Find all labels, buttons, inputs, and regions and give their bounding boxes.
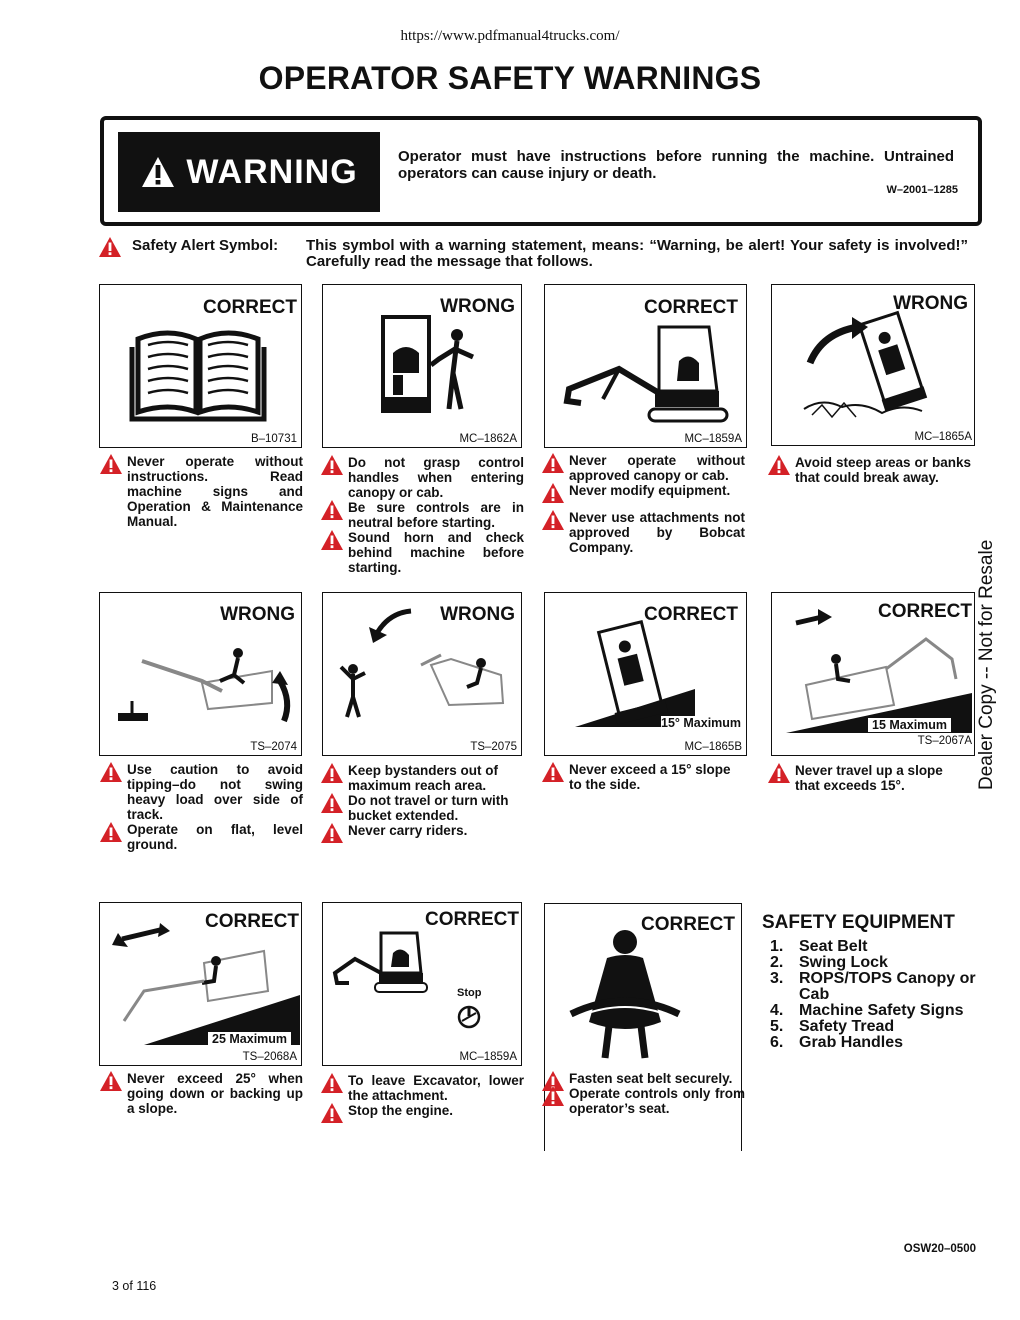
panel-label: CORRECT: [878, 601, 972, 622]
caption-text: Never modify equipment.: [569, 483, 731, 498]
panel-label: WRONG: [440, 296, 515, 317]
safety-alert-icon: [99, 821, 123, 843]
panel-code: B–10731: [250, 433, 297, 445]
panel-10: [322, 902, 522, 1066]
safety-alert-text: This symbol with a warning statement, means: “Warning, be alert! Your safety is involved!” Carefully read the message that follows.: [306, 237, 968, 270]
caption-text: Stop the engine.: [348, 1103, 454, 1118]
list-item: 4. Machine Safety Signs: [770, 1002, 964, 1019]
caption-block-8: [767, 763, 971, 793]
dealer-copy-notice: Dealer Copy -- Not for Resale: [976, 539, 997, 790]
travel-up-slope-illustration: [776, 609, 972, 733]
safety-alert-icon: [541, 482, 565, 504]
safety-alert-icon: [767, 454, 791, 476]
warning-badge: [118, 132, 380, 212]
safety-alert-icon: [320, 792, 344, 814]
caption-block-9: [99, 1071, 303, 1116]
seat-belt-operator-illustration: [565, 926, 685, 1062]
panel-label: CORRECT: [425, 909, 519, 930]
engine-stop-key-icon: [456, 1003, 482, 1029]
page-number: 3 of 116: [112, 1279, 157, 1293]
warning-box: [100, 116, 982, 226]
caption-text: Sound horn and check behind machine before starting.: [348, 530, 524, 575]
caption-text: Do not grasp control handles when entering canopy or cab.: [348, 455, 524, 500]
panel-code: MC–1859A: [459, 1051, 517, 1063]
safety-alert-icon: [98, 236, 122, 258]
panel-code: TS–2068A: [242, 1051, 297, 1063]
safety-alert-icon: [767, 762, 791, 784]
source-url[interactable]: https://www.pdfmanual4trucks.com/: [400, 28, 620, 44]
panel-code: TS–2074: [250, 741, 297, 753]
caption-block-2: [320, 455, 524, 575]
ramp-label: 15 Maximum: [868, 718, 951, 732]
safety-alert-icon: [320, 499, 344, 521]
safety-alert-icon: [320, 1072, 344, 1094]
caption-block-6: [320, 763, 524, 838]
caption-text: Never use attachments not approved by Bobcat Company.: [569, 510, 745, 555]
safety-alert-icon: [541, 1085, 565, 1107]
safety-equipment-title: SAFETY EQUIPMENT: [762, 912, 955, 933]
safety-alert-icon: [320, 762, 344, 784]
caption-text: Never carry riders.: [348, 823, 468, 838]
panel-code: MC–1859A: [684, 433, 742, 445]
caption-block-1: [99, 454, 303, 529]
caption-text: Operate controls only from operator’s seat.: [569, 1086, 745, 1116]
panel-9: [99, 902, 302, 1066]
safety-alert-icon: [320, 529, 344, 551]
list-item: 5. Safety Tread: [770, 1018, 895, 1035]
excavator-with-canopy-illustration: [559, 321, 739, 423]
ramp-label: 25 Maximum: [208, 1032, 291, 1046]
safety-alert-icon: [99, 453, 123, 475]
panel-code: MC–1865B: [684, 741, 742, 753]
caption-block-11: [541, 1071, 745, 1116]
panel-5: [99, 592, 302, 756]
steep-bank-tipping-illustration: [802, 297, 942, 427]
caption-text: Never exceed a 15° slope to the side.: [569, 762, 731, 792]
page-title: OPERATOR SAFETY WARNINGS: [258, 60, 762, 96]
caption-text: Fasten seat belt securely.: [569, 1071, 733, 1086]
safety-alert-icon: [320, 1102, 344, 1124]
panel-code: MC–1865A: [914, 431, 972, 443]
caption-text: To leave Excavator, lower the attachment.: [348, 1073, 524, 1103]
stop-label: Stop: [457, 987, 482, 999]
caption-block-5: [99, 762, 303, 852]
list-item: 1. Seat Belt: [770, 938, 868, 955]
panel-1: [99, 284, 302, 448]
safety-alert-line: [98, 236, 978, 272]
panel-label: CORRECT: [644, 604, 738, 625]
caption-text: Keep bystanders out of maximum reach area.: [348, 763, 499, 793]
caption-text: Never travel up a slope that exceeds 15°.: [795, 763, 943, 793]
panel-6: [322, 592, 522, 756]
ramp-label: 15° Maximum: [661, 716, 742, 730]
safety-alert-icon: [99, 1070, 123, 1092]
panel-code: MC–1862A: [459, 433, 517, 445]
panel-label: WRONG: [440, 604, 515, 625]
list-item: 6. Grab Handles: [770, 1034, 904, 1051]
caption-text: Never operate without instructions. Read machine signs and Operation & Maintenance Manual.: [127, 454, 303, 529]
safety-equipment-list: [770, 939, 989, 1051]
caption-text: Operate on flat, level ground.: [127, 822, 303, 852]
panel-label: WRONG: [893, 293, 968, 314]
panel-label: WRONG: [220, 604, 295, 625]
swing-heavy-load-illustration: [112, 631, 297, 731]
list-item: 3. ROPS/TOPS Canopy or Cab: [770, 970, 976, 1003]
down-slope-illustration: [104, 921, 300, 1045]
caption-block-10: [320, 1073, 524, 1118]
panel-3: [544, 284, 747, 448]
safety-alert-icon: [320, 822, 344, 844]
caption-text: Be sure controls are in neutral before starting.: [348, 500, 524, 530]
caption-text: Use caution to avoid tipping–do not swing heavy load over side of track.: [127, 762, 303, 822]
panel-label: CORRECT: [203, 297, 297, 318]
caption-text: Avoid steep areas or banks that could break away.: [795, 455, 971, 485]
panel-8: [771, 592, 975, 756]
caption-block-3: [541, 453, 745, 555]
panel-4: [771, 284, 975, 446]
caption-block-7: [541, 762, 745, 792]
panel-label: CORRECT: [644, 297, 738, 318]
warning-triangle-icon: [140, 155, 176, 189]
safety-alert-icon: [541, 452, 565, 474]
caption-text: Never operate without approved canopy or cab.: [569, 453, 745, 483]
bystander-reach-area-illustration: [331, 605, 516, 730]
warning-code: W–2001–1285: [886, 184, 958, 196]
list-item: 2. Swing Lock: [770, 954, 888, 971]
panel-code: TS–2075: [470, 741, 517, 753]
side-slope-15-illustration: [545, 619, 746, 729]
safety-alert-icon: [320, 454, 344, 476]
panel-code: TS–2067A: [917, 735, 972, 747]
panel-7: [544, 592, 747, 756]
safety-alert-label: Safety Alert Symbol:: [132, 237, 279, 254]
warning-message: Operator must have instructions before running the machine. Untrained operators can cause injury or death.: [398, 148, 954, 182]
safety-alert-icon: [541, 509, 565, 531]
caption-block-4: [767, 455, 971, 485]
excavator-parked-illustration: [331, 929, 441, 993]
safety-alert-icon: [541, 761, 565, 783]
panel-label: CORRECT: [641, 914, 735, 935]
panel-label: CORRECT: [205, 911, 299, 932]
panel-2: [322, 284, 522, 448]
caption-text: Never exceed 25° when going down or backing up a slope.: [127, 1071, 303, 1116]
operator-grabbing-handles-illustration: [373, 313, 483, 418]
open-book-icon: [128, 327, 268, 422]
warning-label: WARNING: [186, 152, 358, 191]
caption-text: Do not travel or turn with bucket extended.: [348, 793, 509, 823]
document-code: OSW20–0500: [903, 1243, 976, 1255]
safety-alert-icon: [99, 761, 123, 783]
